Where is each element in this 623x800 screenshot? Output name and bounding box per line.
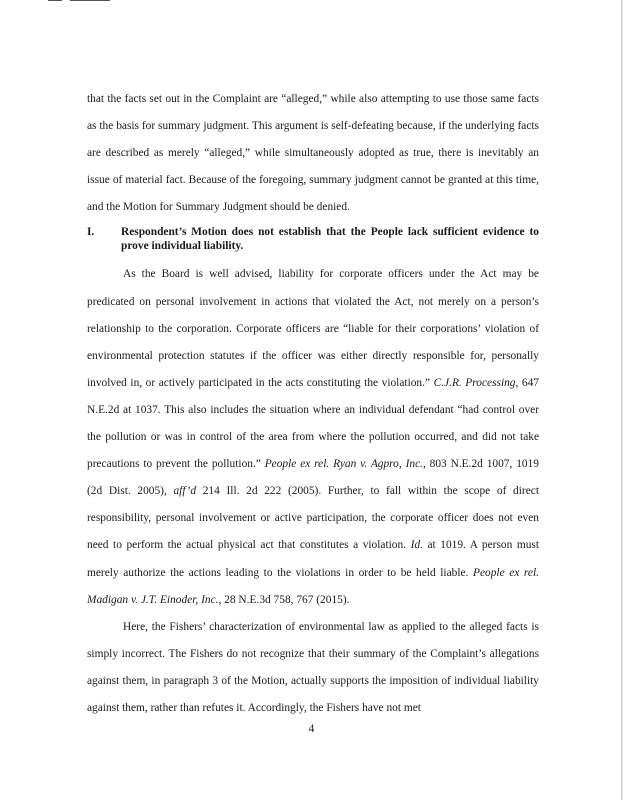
text-run: , 647 N.E.2d at 1037. This also includes the situation where an individual defendant “had control over the pollution or was in control of the area from where the pollution occurred, and did not take precautions to prevent the pollution.” bbox=[87, 376, 539, 471]
case-citation: C.J.R. Processing bbox=[433, 376, 516, 389]
scan-artifact-mark bbox=[70, 0, 110, 1]
text-run: As the Board is well advised, liability for corporate officers under the Act may be predicated on personal involvement in actions that violated the Act, not merely on a person’s relationship to the corporation. Corporate officers are “liable for their corporations’ violation of environmental protection statutes if the officer was either directly responsible for, personally involved in, or actively participated in the acts constituting the violation.” bbox=[87, 268, 539, 389]
page-number: 4 bbox=[308, 723, 315, 735]
case-citation: People ex rel. Madigan v. J.T. Einoder, Inc. bbox=[87, 566, 540, 606]
case-citation: Id. bbox=[410, 539, 423, 552]
section-heading-text: Respondent’s Motion does not establish that the People lack sufficient evidence to prove individual liability. bbox=[121, 226, 539, 252]
section-heading bbox=[87, 226, 539, 253]
paragraph-liability bbox=[87, 261, 539, 613]
text-run: , 803 N.E.2d 1007, 1019 (2d Dist. 2005), bbox=[87, 458, 539, 498]
case-citation: aff’d bbox=[173, 485, 197, 498]
document-body bbox=[87, 86, 539, 722]
text-run: , 28 N.E.3d 758, 767 (2015). bbox=[218, 593, 350, 606]
paragraph-continuation: that the facts set out in the Complaint are “alleged,” while also attempting to use those same facts as the basis for summary judgment. This argument is self-defeating because, if the underlying facts are described as merely “alleged,” while simultaneously adopted as true, there is inevitably an issue of material fact. Because of the foregoing, summary judgment cannot be granted at this time, and the Motion for Summary Judgment should be denied. bbox=[87, 93, 539, 214]
paragraph-fishers: Here, the Fishers’ characterization of environmental law as applied to the alleged facts is simply incorrect. The Fishers do not recognize that their summary of the Complaint’s allegations against them, in paragraph 3 of the Motion, actually supports the imposition of individual liability against them, rather than refutes it. Accordingly, the Fishers have not met bbox=[87, 620, 539, 714]
scan-artifact-mark bbox=[48, 0, 62, 1]
text-run: 214 Ill. 2d 222 (2005). Further, to fall within the scope of direct responsibility, personal involvement or active participation, the corporate officer does not even need to perform the actual physical act that constitutes a violation. bbox=[87, 485, 539, 552]
text-run: at 1019. A person must merely authorize the actions leading to the violations in order to be held liable. bbox=[87, 539, 539, 579]
section-heading-number: I. bbox=[87, 226, 95, 239]
case-citation: People ex rel. Ryan v. Agpro, Inc. bbox=[264, 458, 423, 471]
